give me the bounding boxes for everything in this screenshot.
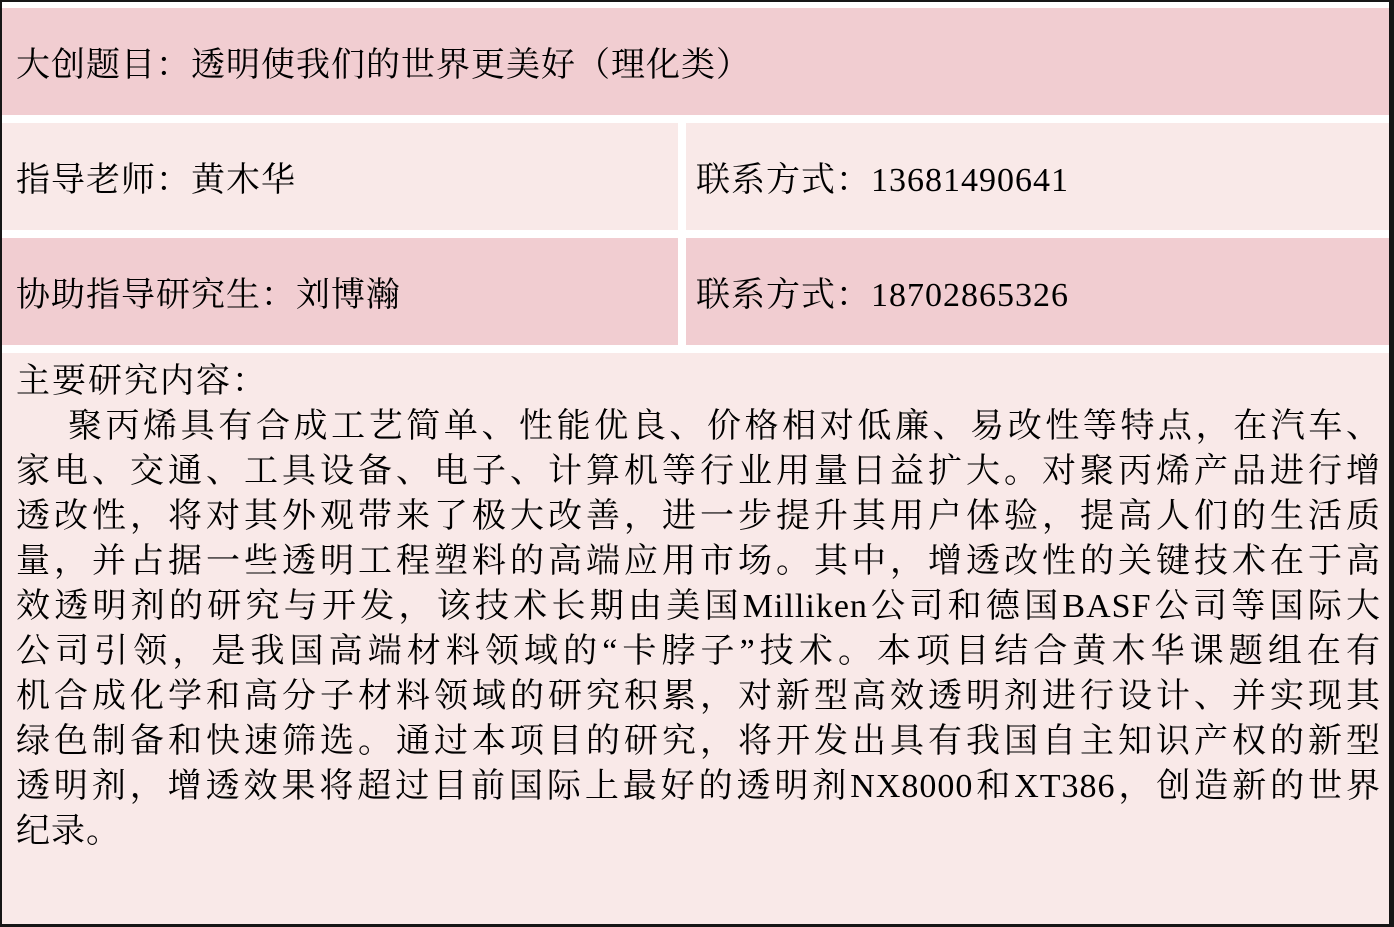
content-line: 绿色制备和快速筛选。通过本项目的研究，将开发出具有我国自主知识产权的新型 bbox=[16, 723, 1381, 760]
content-line: 公司引领，是我国高端材料领域的“卡脖子”技术。本项目结合黄木华课题组在有 bbox=[16, 633, 1381, 670]
content-line: 量，并占据一些透明工程塑料的高端应用市场。其中，增透改性的关键技术在于高 bbox=[16, 543, 1381, 580]
title-row bbox=[2, 8, 1389, 115]
content-line: 机合成化学和高分子材料领域的研究积累，对新型高效透明剂进行设计、并实现其 bbox=[16, 678, 1381, 715]
research-content-row bbox=[2, 353, 1389, 924]
content-line: 效透明剂的研究与开发，该技术长期由美国Milliken公司和德国BASF公司等国际大 bbox=[16, 588, 1381, 625]
assistant-advisor-contact: 联系方式：18702865326 bbox=[686, 238, 1389, 345]
content-line: 纪录。 bbox=[16, 813, 121, 850]
content-line: 家电、交通、工具设备、电子、计算机等行业用量日益扩大。对聚丙烯产品进行增 bbox=[16, 453, 1381, 490]
assistant-advisor-row bbox=[2, 238, 1389, 345]
project-title: 大创题目：透明使我们的世界更美好（理化类） bbox=[16, 47, 751, 84]
content-line: 透改性，将对其外观带来了极大改善，进一步提升其用户体验，提高人们的生活质 bbox=[16, 498, 1381, 535]
assistant-advisor-name: 协助指导研究生：刘博瀚 bbox=[2, 238, 678, 345]
advisor-row bbox=[2, 123, 1389, 230]
research-content-heading: 主要研究内容： bbox=[16, 363, 268, 400]
advisor-name: 指导老师：黄木华 bbox=[2, 123, 678, 230]
content-line: 聚丙烯具有合成工艺简单、性能优良、价格相对低廉、易改性等特点，在汽车、 bbox=[68, 408, 1381, 445]
content-line: 透明剂，增透效果将超过目前国际上最好的透明剂NX8000和XT386，创造新的世界 bbox=[16, 768, 1381, 805]
advisor-contact: 联系方式：13681490641 bbox=[686, 123, 1389, 230]
